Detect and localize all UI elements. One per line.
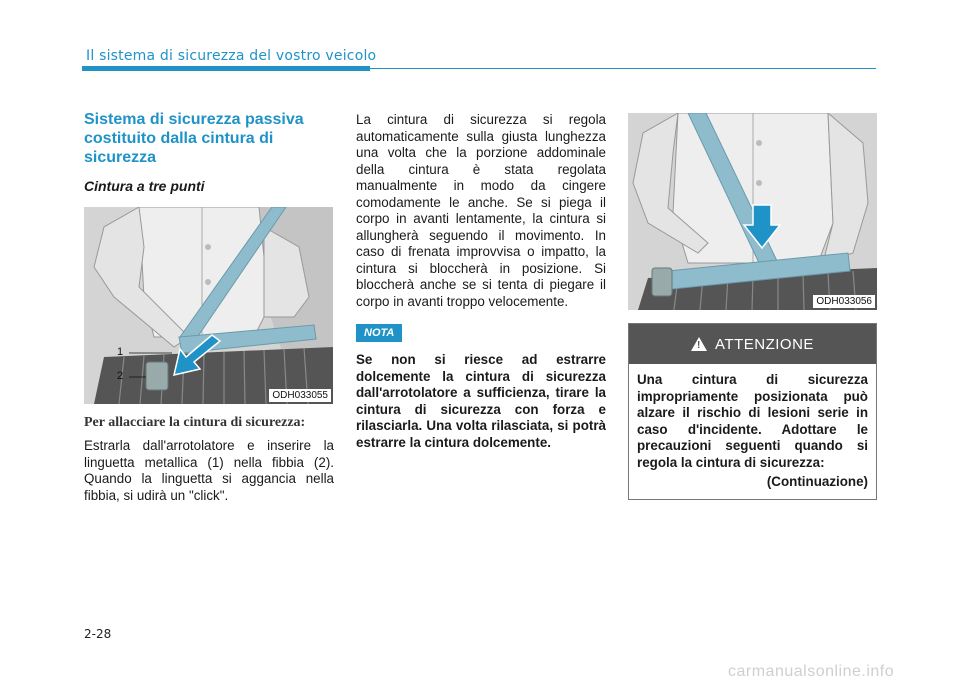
lap-belt-illustration — [628, 113, 877, 310]
warning-text: Una cintura di sicurezza impropriamente posizionata può alzare il rischio di lesioni serie in caso d'incidente. Adottare le precauzioni seguenti quando si regola la cintura di sicurezza: — [637, 372, 868, 470]
header-title: Il sistema di sicurezza del vostro veicolo — [86, 48, 377, 64]
figure-code: ODH033056 — [813, 295, 875, 308]
header-rule — [82, 66, 370, 71]
nota-text: Se non si riesce ad estrarre dolcemente la cintura di sicurezza dall'arrotolatore a sufficienza, tirare la cintura di sicurezza con forza e rilasciarla. Una volta rilasciata, si potrà estrarre la cintura dolcemente. — [356, 352, 606, 450]
section-subtitle: Cintura a tre punti — [84, 178, 205, 194]
watermark: carmanualsonline.info — [728, 663, 895, 680]
warning-box — [628, 323, 877, 500]
buckling-heading: Per allacciare la cintura di sicurezza: — [84, 415, 306, 430]
section-title: Sistema di sicurezza passiva costituito dalla cintura di sicurezza — [84, 111, 304, 166]
adjustment-text: La cintura di sicurezza si regola automaticamente sulla giusta lunghezza una volta che la porzione addominale della cintura è stata regolata manualmente in modo da cingere comodamente le anche. Se si piega il corpo in avanti lentamente, la cintura si allungherà seguendo il movimento. In caso di frenata improvvisa o impatto, la cintura si bloccherà in posizione. Si bloccherà anche se si tenta di piegare il corpo in avanti troppo velocemente. — [356, 112, 606, 309]
callout-2: 2 — [117, 370, 124, 382]
column-left — [84, 110, 334, 504]
buckling-instructions: Estrarla dall'arrotolatore e inserire la linguetta metallica (1) nella fibbia (2). Quando la linguetta si aggancia nella fibbia, si udirà un "click". — [84, 438, 334, 503]
page-number: 2-28 — [84, 627, 112, 641]
seatbelt-buckling-illustration — [84, 207, 333, 404]
column-right — [628, 113, 878, 500]
column-middle — [356, 112, 606, 451]
warning-triangle-icon: ! — [691, 337, 707, 351]
header-rule-line — [370, 68, 876, 69]
nota-badge: NOTA — [356, 324, 402, 342]
warning-title: ATTENZIONE — [715, 335, 814, 353]
figure-code: ODH033055 — [269, 389, 331, 402]
warning-body — [629, 364, 876, 499]
callout-1: 1 — [117, 346, 124, 358]
warning-header — [629, 324, 876, 364]
warning-continuation: (Continuazione) — [766, 474, 868, 489]
